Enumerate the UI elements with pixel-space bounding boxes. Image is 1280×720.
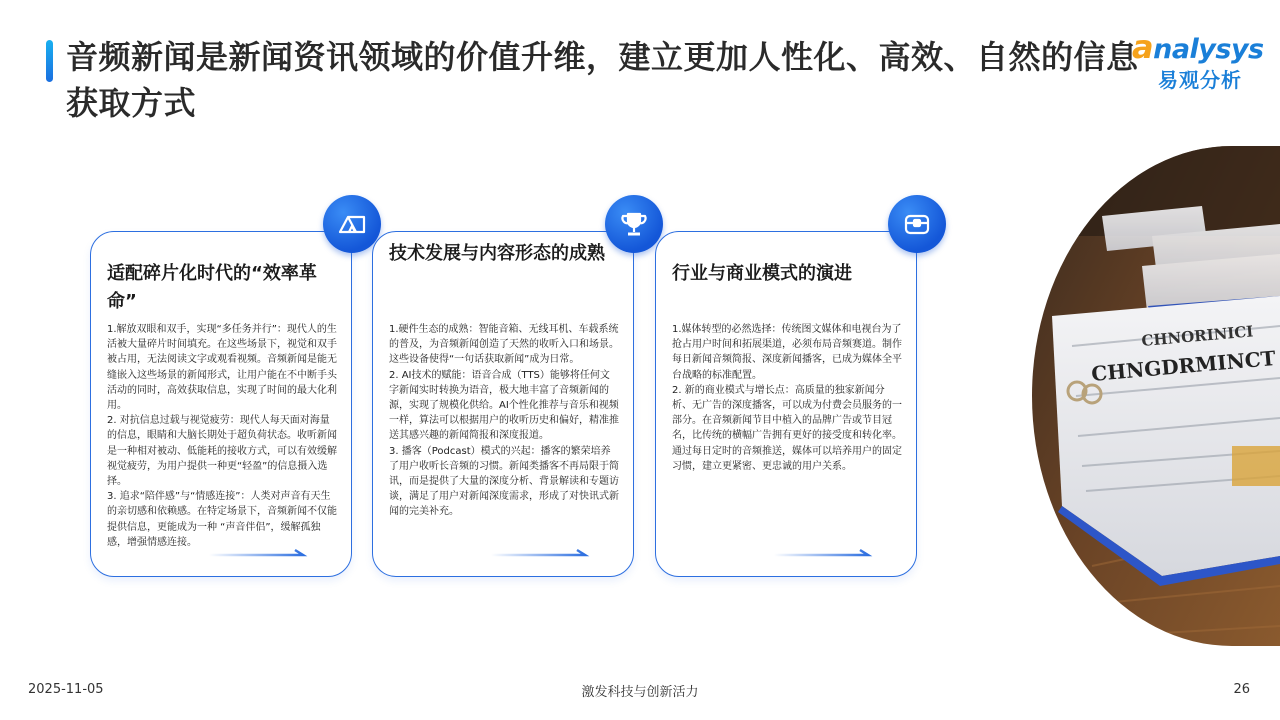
card-efficiency-revolution — [90, 231, 352, 577]
card-paragraph: 2. 新的商业模式与增长点：高质量的独家新闻分析、无广告的深度播客，可以成为付费会员服务的一部分。在音频新闻节目中植入的品牌广告或节目冠名，比传统的横幅广告拥有更好的接受度和转化率。通过每日定时的音频推送，媒体可以培养用户的固定习惯，建立更紧密、更忠诚的用户关系。 — [672, 384, 902, 472]
logo-wordmark: analysys — [1132, 28, 1264, 66]
newspaper-stack-photo — [1032, 146, 1280, 646]
card-heading: 行业与商业模式的演进 — [672, 263, 852, 284]
card-industry-business-model — [655, 231, 917, 577]
arrow-decoration — [209, 548, 309, 558]
card-technology-development — [372, 231, 634, 577]
card-paragraph: 1.硬件生态的成熟：智能音箱、无线耳机、车载系统的普及，为音频新闻创造了天然的收听入口和场景。这些设备使得“一句话获取新闻”成为日常。 — [389, 324, 619, 366]
newspaper-headline: CHNORINICI — [1140, 322, 1254, 350]
footer-date: 2025-11-05 — [28, 682, 104, 697]
arrow-decoration — [491, 548, 591, 558]
card-paragraph: 1.媒体转型的必然选择：传统图文媒体和电视台为了抢占用户时间和拓展渠道，必须布局音频赛道。制作每日新闻音频简报、深度新闻播客，已成为媒体全平台战略的标准配置。 — [672, 324, 902, 381]
card-paragraph: 1.解放双眼和双手，实现“多任务并行”：现代人的生活被大量碎片时间填充。在这些场景下，视觉和双手被占用，无法阅读文字或观看视频。音频新闻是能无缝嵌入这些场景的新闻形式，让用户能在不中断手头活动的同时，高效获取信息，实现了时间的最大化利用。 — [107, 324, 337, 412]
card-body — [672, 322, 902, 474]
title-accent-bar — [46, 40, 53, 82]
analysys-logo — [1132, 28, 1262, 98]
arrow-decoration — [774, 548, 874, 558]
card-heading: 技术发展与内容形态的成熟 — [389, 243, 605, 264]
card-body — [389, 322, 619, 520]
card-paragraph: 2. 对抗信息过载与视觉疲劳：现代人每天面对海量的信息，眼睛和大脑长期处于超负荷状态。收听新闻是一种相对被动、低能耗的接收方式，可以有效缓解视觉疲劳，为用户提供一种更“轻盈”的信息摄入选择。 — [107, 415, 337, 488]
card-body — [107, 322, 337, 550]
footer-tagline: 激发科技与创新活力 — [581, 685, 699, 700]
card-paragraph: 2. AI技术的赋能：语音合成（TTS）能够将任何文字新闻实时转换为语音，极大地丰富了音频新闻的源，实现了规模化供给。AI个性化推荐与音乐和视频一样，算法可以根据用户的收听历史和偏好，精准推送其感兴趣的新闻简报和深度报道。 — [389, 369, 619, 442]
card-heading: 适配碎片化时代的“效率革命” — [107, 263, 317, 312]
page-title: 音频新闻是新闻资讯领域的价值升维，建立更加人性化、高效、自然的信息获取方式 — [66, 38, 1139, 122]
tent-icon — [323, 195, 381, 253]
logo-chinese-name: 易观分析 — [1158, 68, 1242, 92]
card-paragraph: 3. 播客（Podcast）模式的兴起：播客的繁荣培养了用户收听长音频的习惯。新闻类播客不再局限于简讯，而是提供了大量的深度分析、背景解读和专题访谈，满足了用户对新闻深度需求，形成了对快讯式新闻的完美补充。 — [389, 445, 619, 518]
newspaper-headline: CHNGDRMINCT — [1090, 345, 1277, 386]
page-number: 26 — [1233, 682, 1250, 697]
treasure-chest-icon — [888, 195, 946, 253]
card-paragraph: 3. 追求“陪伴感”与“情感连接”：人类对声音有天生的亲切感和依赖感。在特定场景下，音频新闻不仅能提供信息，更能成为一种 “声音伴侣”，缓解孤独感，增强情感连接。 — [107, 491, 337, 548]
